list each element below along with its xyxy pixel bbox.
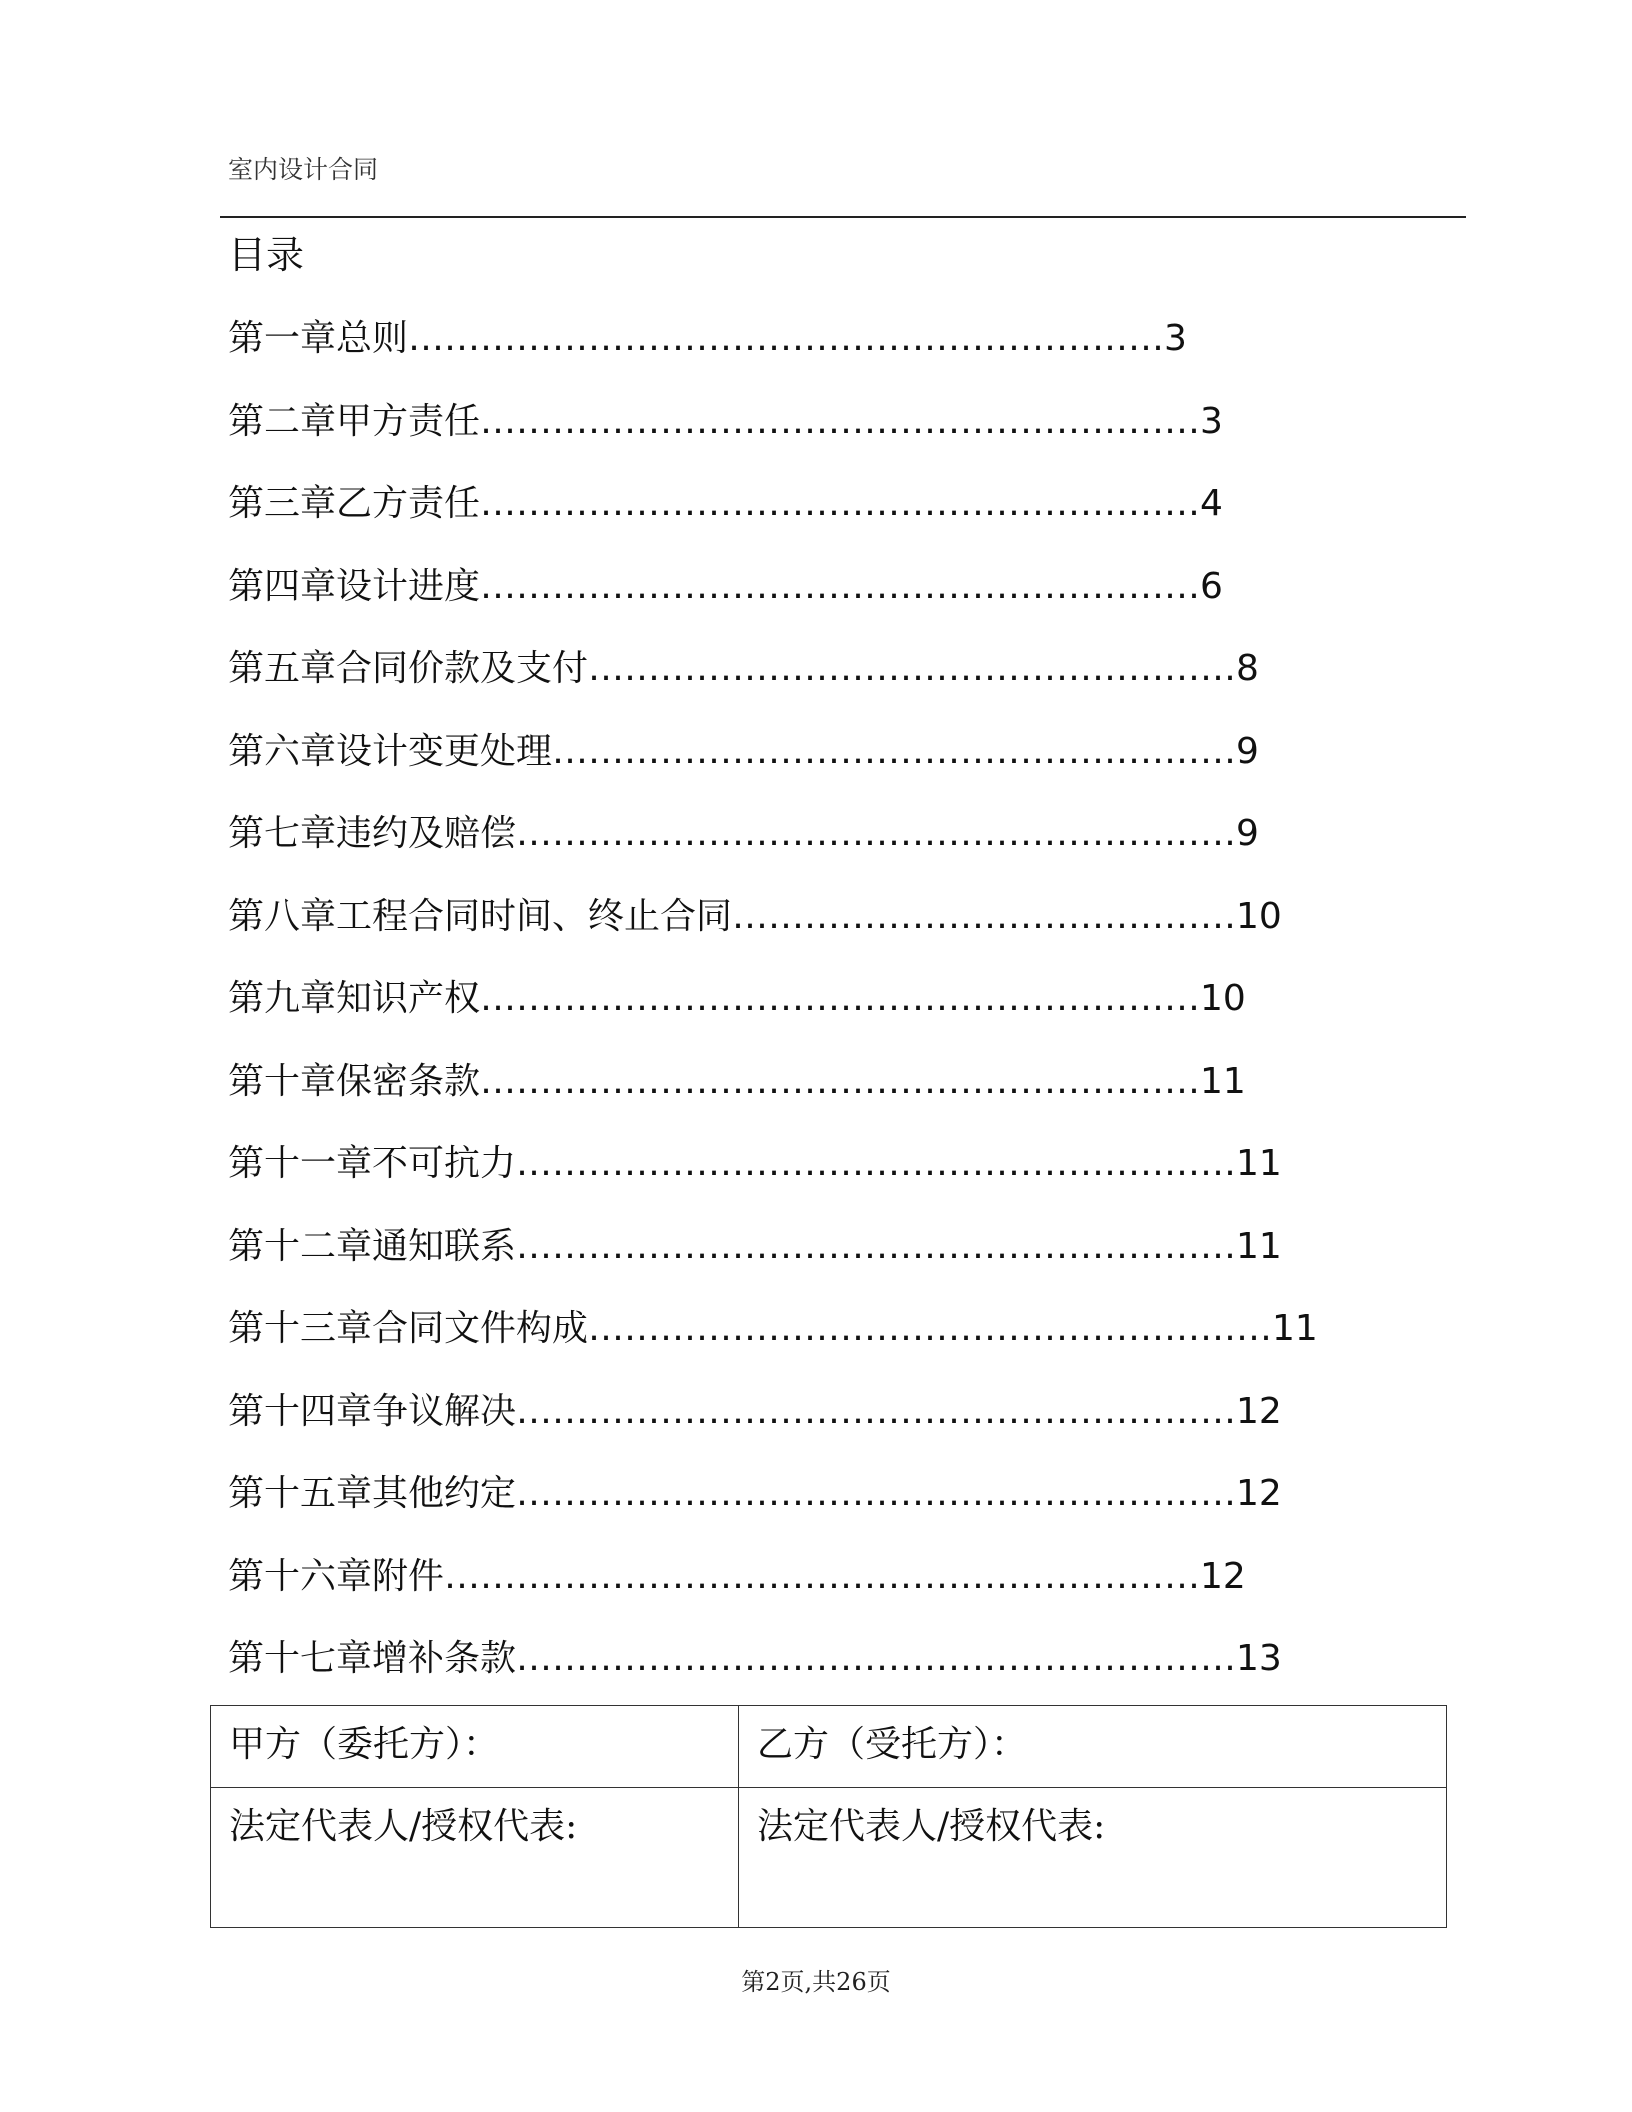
party-b-cell: 乙方（受托方）： (739, 1706, 1447, 1788)
toc-entry-page: 11 (1200, 1060, 1246, 1102)
toc-entry-page: 8 (1236, 648, 1259, 689)
toc-entry[interactable] (228, 1469, 1328, 1552)
toc-entry-title: 第七章违约及赔偿 (228, 813, 517, 854)
toc-entry[interactable] (228, 1139, 1328, 1222)
toc-entry-title: 第十六章附件 (228, 1555, 445, 1597)
toc-entry-leader: ………………………………………………… (588, 1308, 1273, 1349)
toc-entry-page: 4 (1200, 483, 1223, 524)
toc-entry-title: 第十五章其他约定 (228, 1473, 517, 1514)
toc-entry[interactable] (228, 1552, 1328, 1635)
toc-entry-leader: ………………………………………………… (552, 730, 1237, 772)
toc-entry[interactable] (228, 727, 1328, 810)
toc-entry-title: 第二章甲方责任 (228, 400, 481, 442)
toc-entry-title: 第九章知识产权 (228, 978, 481, 1019)
toc-entry-title: 第三章乙方责任 (228, 483, 481, 524)
toc-entry-page: 11 (1236, 1143, 1282, 1184)
toc-entry[interactable] (228, 397, 1328, 480)
toc-entry-title: 第五章合同价款及支付 (228, 648, 589, 689)
toc-heading: 目录 (228, 233, 305, 277)
header-divider (220, 216, 1466, 218)
toc-entry-leader: …………………………………………………… (516, 1473, 1237, 1514)
toc-entry-page: 9 (1236, 730, 1259, 772)
toc-entry-page: 10 (1236, 895, 1282, 937)
toc-entry[interactable] (228, 1222, 1328, 1305)
toc-entry-leader: ……………………………………………………… (444, 1555, 1201, 1597)
signature-table (210, 1705, 1447, 1928)
toc-entry-page: 6 (1200, 565, 1223, 607)
toc-entry[interactable] (228, 644, 1328, 727)
toc-entry-title: 第十七章增补条款 (228, 1638, 517, 1679)
toc-entry-leader: ……………………………………………………… (408, 318, 1165, 359)
toc-entry-page: 12 (1236, 1390, 1282, 1432)
party-b-representative-cell: 法定代表人/授权代表: (739, 1788, 1447, 1928)
toc-entry[interactable] (228, 562, 1328, 645)
toc-entry-page: 12 (1236, 1473, 1282, 1514)
toc-entry-leader: …………………………………………………… (480, 400, 1201, 442)
toc-entry-page: 10 (1200, 978, 1246, 1019)
toc-entry[interactable] (228, 1057, 1328, 1140)
toc-entry[interactable] (228, 974, 1328, 1057)
toc-entry-title: 第十一章不可抗力 (228, 1143, 517, 1184)
toc-entry-leader: …………………………………………………… (516, 1390, 1237, 1432)
toc-entry-page: 11 (1272, 1308, 1318, 1349)
table-row (211, 1706, 1447, 1788)
toc-entry-page: 3 (1164, 318, 1187, 359)
table-of-contents (228, 314, 1328, 1717)
table-row (211, 1788, 1447, 1928)
toc-entry-title: 第八章工程合同时间、终止合同 (228, 895, 733, 937)
toc-entry[interactable] (228, 892, 1328, 975)
toc-entry-title: 第十四章争议解决 (228, 1390, 517, 1432)
toc-entry-leader: …………………………………………………… (516, 1143, 1237, 1184)
toc-entry-page: 3 (1200, 400, 1223, 442)
toc-entry-leader: …………………………………………………… (480, 1060, 1201, 1102)
toc-entry[interactable] (228, 1304, 1328, 1387)
toc-entry[interactable] (228, 479, 1328, 562)
toc-entry-leader: ……………………………………………… (588, 648, 1237, 689)
page-number-footer: 第2页,共26页 (741, 1968, 891, 1996)
toc-entry-leader: …………………………………… (732, 895, 1237, 937)
party-a-cell: 甲方（委托方）： (211, 1706, 739, 1788)
toc-entry-leader: …………………………………………………… (480, 565, 1201, 607)
toc-entry-page: 11 (1236, 1225, 1282, 1267)
toc-entry-leader: …………………………………………………… (480, 483, 1201, 524)
toc-entry-leader: …………………………………………………… (516, 813, 1237, 854)
toc-entry[interactable] (228, 314, 1328, 397)
toc-entry-title: 第十二章通知联系 (228, 1225, 517, 1267)
toc-entry-title: 第一章总则 (228, 318, 409, 359)
toc-entry-title: 第四章设计进度 (228, 565, 481, 607)
toc-entry[interactable] (228, 1387, 1328, 1470)
toc-entry-leader: …………………………………………………… (516, 1225, 1237, 1267)
toc-entry-leader: …………………………………………………… (480, 978, 1201, 1019)
toc-entry-page: 12 (1200, 1555, 1246, 1597)
party-a-representative-cell: 法定代表人/授权代表: (211, 1788, 739, 1928)
toc-entry-title: 第十章保密条款 (228, 1060, 481, 1102)
toc-entry[interactable] (228, 809, 1328, 892)
toc-entry-page: 9 (1236, 813, 1259, 854)
toc-entry-title: 第十三章合同文件构成 (228, 1308, 589, 1349)
toc-entry-leader: …………………………………………………… (516, 1638, 1237, 1679)
toc-entry-title: 第六章设计变更处理 (228, 730, 553, 772)
toc-entry-page: 13 (1236, 1638, 1282, 1679)
document-header-title: 室内设计合同 (228, 155, 379, 184)
